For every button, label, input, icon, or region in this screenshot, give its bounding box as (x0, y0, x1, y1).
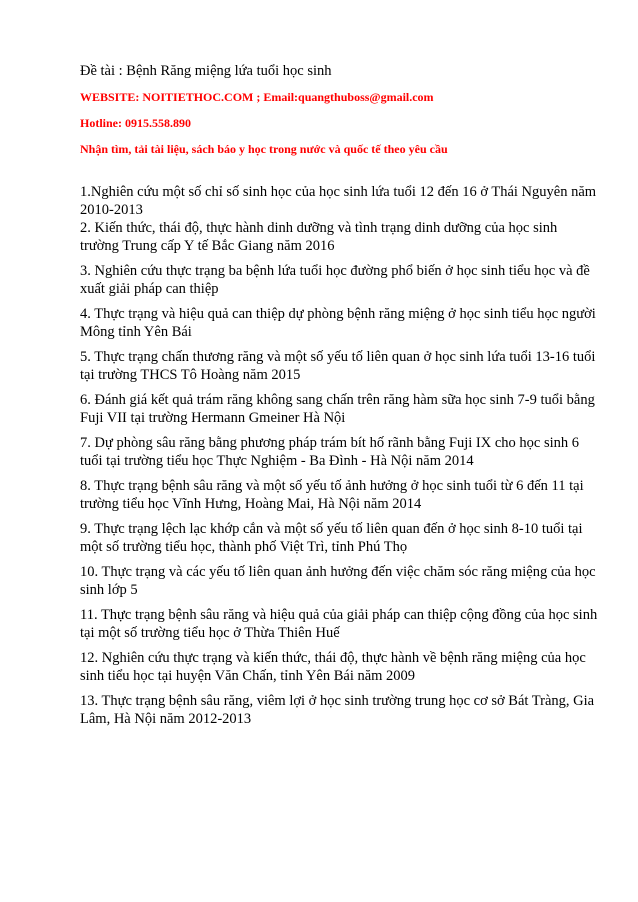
list-item: 6. Đánh giá kết quả trám răng không sang chấn trên răng hàm sữa học sinh 7-9 tuổi bằng Fuji VII tại trường Hermann Gmeiner Hà Nội (80, 392, 595, 426)
document-title: Đề tài : Bệnh Răng miệng lứa tuổi học sinh (80, 63, 332, 79)
hotline-line: Hotline: 0915.558.890 (80, 116, 191, 130)
list-item: 10. Thực trạng và các yếu tố liên quan ảnh hưởng đến việc chăm sóc răng miệng của học sinh lớp 5 (80, 564, 596, 598)
topic-list (80, 183, 598, 728)
list-item: 11. Thực trạng bệnh sâu răng và hiệu quả của giải pháp can thiệp cộng đồng của học sinh tại một số trường tiểu học ở Thừa Thiên Huế (80, 607, 598, 641)
website-line: WEBSITE: NOITIETHOC.COM ; Email:quangthuboss@gmail.com (80, 90, 434, 104)
list-item: 9. Thực trạng lệch lạc khớp cắn và một số yếu tố liên quan đến ở học sinh 8-10 tuổi tại một số trường tiểu học, thành phố Việt Trì, tỉnh Phú Thọ (80, 521, 583, 555)
list-item: 13. Thực trạng bệnh sâu răng, viêm lợi ở học sinh trường trung học cơ sở Bát Tràng, Gia Lâm, Hà Nội năm 2012-2013 (80, 693, 595, 727)
list-item: 7. Dự phòng sâu răng bằng phương pháp trám bít hố rãnh bằng Fuji IX cho học sinh 6 tuổi tại trường tiểu học Thực Nghiệm - Ba Đình - Hà Nội năm 2014 (80, 435, 579, 469)
list-item: 2. Kiến thức, thái độ, thực hành dinh dưỡng và tình trạng dinh dưỡng của học sinh trường Trung cấp Y tế Bắc Giang năm 2016 (80, 220, 558, 254)
list-item: 3. Nghiên cứu thực trạng ba bệnh lứa tuổi học đường phổ biến ở học sinh tiểu học và đề xuất giải pháp can thiệp (80, 263, 590, 297)
list-item: 12. Nghiên cứu thực trạng và kiến thức, thái độ, thực hành về bệnh răng miệng của học sinh tiểu học tại huyện Văn Chấn, tỉnh Yên Bái năm 2009 (80, 650, 586, 684)
list-item: 8. Thực trạng bệnh sâu răng và một số yếu tố ảnh hưởng ở học sinh tuổi từ 6 đến 11 tại trường tiểu học Vĩnh Hưng, Hoàng Mai, Hà Nội năm 2014 (80, 478, 584, 512)
notice-line: Nhận tìm, tải tài liệu, sách báo y học trong nước và quốc tế theo yêu cầu (80, 142, 448, 156)
list-item: 4. Thực trạng và hiệu quả can thiệp dự phòng bệnh răng miệng ở học sinh tiểu học người Mông tỉnh Yên Bái (80, 306, 596, 340)
list-item: 1.Nghiên cứu một số chỉ số sinh học của học sinh lứa tuổi 12 đến 16 ở Thái Nguyên năm 2010-2013 (80, 184, 597, 218)
list-item: 5. Thực trạng chấn thương răng và một số yếu tố liên quan ở học sinh lứa tuổi 13-16 tuổi tại trường THCS Tô Hoàng năm 2015 (80, 349, 596, 383)
